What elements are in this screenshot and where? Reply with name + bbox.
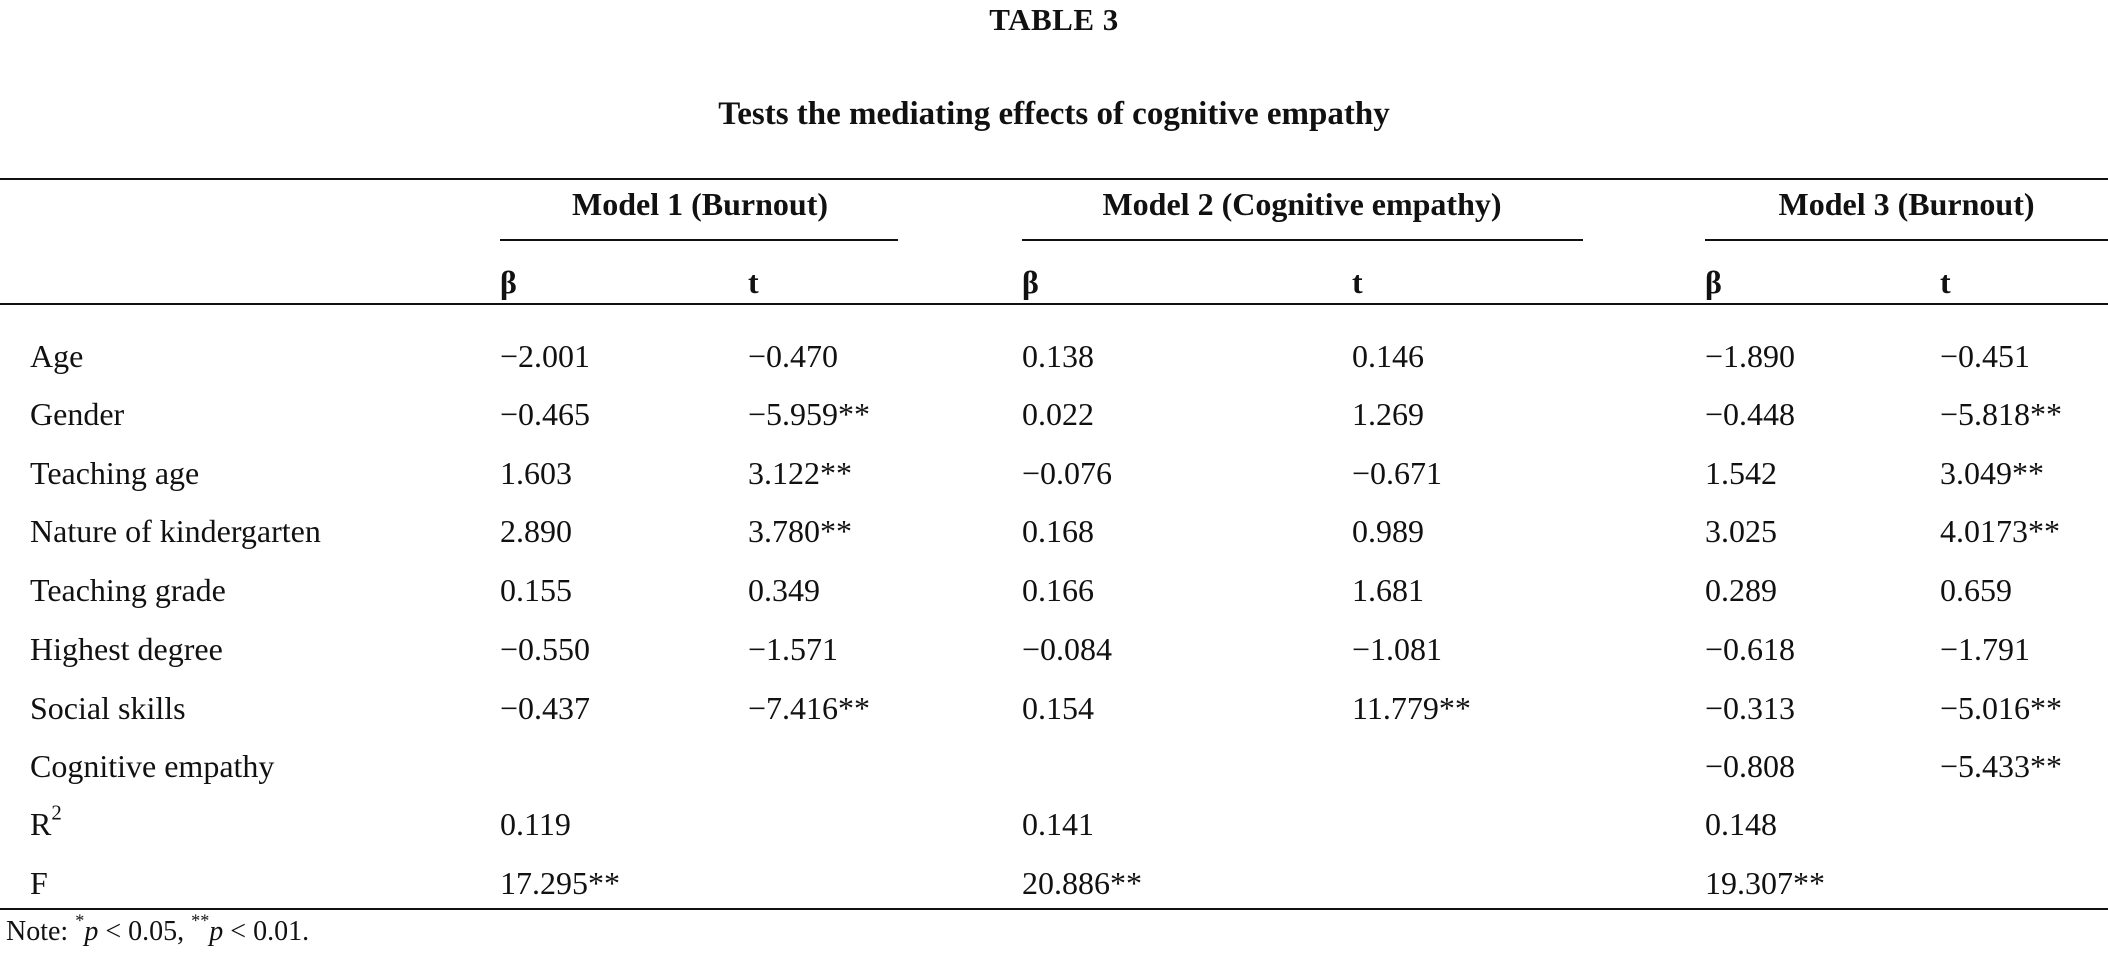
row-label: Social skills [30,690,186,726]
table-label: TABLE 3 [989,2,1119,37]
model-1-t-header: t [748,264,759,300]
table-cell: 0.146 [1352,338,1424,374]
model-3-underline [1705,239,2108,241]
table-cell: 0.168 [1022,513,1094,549]
table-cell: −5.433** [1940,748,2063,784]
table-cell: 1.269 [1352,396,1424,432]
table-note [6,910,310,948]
table-cell: 3.122** [748,455,852,491]
table-cell: −0.550 [500,631,591,667]
table-cell: −0.618 [1705,631,1796,667]
table-cell: −1.081 [1352,631,1443,667]
model-1-beta-header: β [500,264,517,300]
row-label [30,801,62,842]
table-cell: 20.886** [1022,865,1142,901]
table-cell: 3.049** [1940,455,2044,491]
table-cell: 3.780** [748,513,852,549]
table-caption: Tests the mediating effects of cognitive empathy [718,96,1390,132]
table-cell: −5.959** [748,396,871,432]
r-label: R [30,806,52,842]
table-cell: −1.890 [1705,338,1796,374]
row-label: Highest degree [30,631,223,667]
table-cell: −0.671 [1352,455,1443,491]
model-3-header: Model 3 (Burnout) [1778,186,2035,222]
table-cell: 1.542 [1705,455,1777,491]
model-1-underline [500,239,898,241]
model-2-beta-header: β [1022,264,1039,300]
table-cell: −0.076 [1022,455,1113,491]
note-star-1: * [75,910,85,931]
row-label: Cognitive empathy [30,748,275,784]
bottom-rule [0,908,2108,910]
table-cell: −0.808 [1705,748,1796,784]
table-cell: 0.659 [1940,572,2012,608]
model-2-header: Model 2 (Cognitive empathy) [1102,186,1502,222]
row-label: Nature of kindergarten [30,513,321,549]
model-3-beta-header: β [1705,264,1722,300]
model-2-t-header: t [1352,264,1363,300]
table-cell: −0.313 [1705,690,1796,726]
table-cell: 3.025 [1705,513,1777,549]
table-cell: −0.448 [1705,396,1796,432]
table-cell: 2.890 [500,513,572,549]
table-cell: 1.603 [500,455,572,491]
row-label: Teaching age [30,455,200,491]
note-p-2: p [209,916,224,947]
row-label: Age [30,338,84,374]
note-threshold-2: < 0.01. [223,916,310,947]
table-cell: 0.155 [500,572,572,608]
table-cell: 19.307** [1705,865,1825,901]
top-rule [0,178,2108,180]
table-cell: 0.289 [1705,572,1777,608]
table-cell: 17.295** [500,865,620,901]
model-2-underline [1022,239,1583,241]
table-cell: −5.016** [1940,690,2063,726]
table-cell: 0.148 [1705,806,1777,842]
table-cell: 1.681 [1352,572,1424,608]
row-label: Teaching grade [30,572,226,608]
table-cell: −0.437 [500,690,591,726]
table-cell: −2.001 [500,338,591,374]
r-superscript: 2 [51,801,62,825]
table-cell: −0.470 [748,338,839,374]
table-cell: 0.022 [1022,396,1094,432]
table-cell: −0.451 [1940,338,2031,374]
model-3-t-header: t [1940,264,1951,300]
table-cell: 0.138 [1022,338,1094,374]
table-cell: −0.465 [500,396,591,432]
table-cell: −5.818** [1940,396,2063,432]
note-prefix: Note: [6,916,76,947]
table-cell: 0.119 [500,806,571,842]
row-label: F [30,865,48,901]
header-rule [0,303,2108,305]
table-cell: −1.791 [1940,631,2031,667]
table-cell: 0.141 [1022,806,1094,842]
table-cell: 0.349 [748,572,820,608]
model-1-header: Model 1 (Burnout) [572,186,828,222]
table-cell: −1.571 [748,631,839,667]
table-cell: 0.166 [1022,572,1094,608]
row-label: Gender [30,396,125,432]
table-cell: −0.084 [1022,631,1113,667]
table-cell: 4.0173** [1940,513,2060,549]
table-cell: 11.779** [1352,690,1471,726]
note-p-1: p [84,916,99,947]
note-threshold-1: < 0.05, [98,916,192,947]
table-cell: −7.416** [748,690,871,726]
table-cell: 0.989 [1352,513,1424,549]
table-cell: 0.154 [1022,690,1094,726]
note-star-2: ** [191,910,210,931]
